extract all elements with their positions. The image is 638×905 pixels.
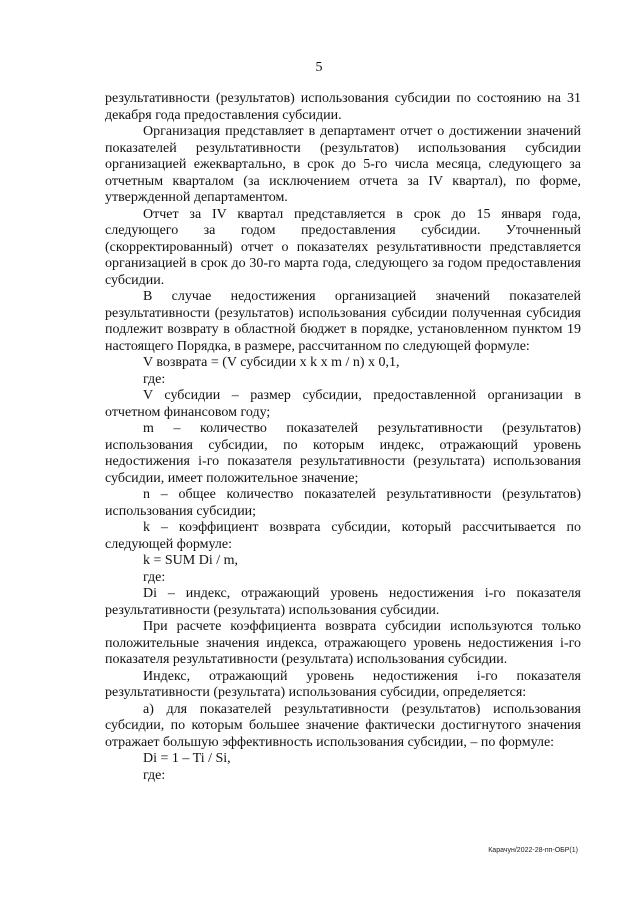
definition-item: n – общее количество показателей результативности (результатов) использования субсидии; <box>105 487 581 519</box>
paragraph: где: <box>143 371 166 387</box>
definition-item: k – коэффициент возврата субсидии, который рассчитывается по следующей формуле: <box>105 520 581 552</box>
paragraph: где: <box>143 569 166 585</box>
footer-document-code: Карачун/2022-28-пп-ОБР(1) <box>488 847 578 854</box>
paragraph: При расчете коэффициента возврата субсидии используются только положительные значения индекса, отражающего уровень недостижения i-го показателя результативности (результата) использования субсидии. <box>105 619 581 667</box>
paragraph: где: <box>143 767 166 783</box>
definition-item: V субсидии – размер субсидии, предоставленной организации в отчетном финансовом году; <box>105 388 581 420</box>
definition-item: m – количество показателей результативности (результатов) использования субсидии, по которым индекс, отражающий уровень недостижения i-го показателя результативности (результата) использования субсидии, имеет положительное значение; <box>105 421 581 486</box>
paragraph: Индекс, отражающий уровень недостижения i-го показателя результативности (результата) использования субсидии, определяется: <box>105 668 581 700</box>
paragraph: В случае недостижения организацией значений показателей результативности (результатов) использования субсидии полученная субсидия подлежит возврату в областной бюджет в порядке, установленном пунктом 19 настоящего Порядка, в размере, рассчитанном по следующей формуле: <box>105 289 581 354</box>
list-item: а) для показателей результативности (результатов) использования субсидии, по которым большее значение фактически достигнутого значения отражает большую эффективность использования субсидии, – по формуле: <box>105 701 581 750</box>
document-body <box>105 91 581 784</box>
formula-v-return: V возврата = (V субсидии x k x m / n) x 0,1, <box>143 355 400 370</box>
paragraph: результативности (результатов) использования субсидии по состоянию на 31 декабря года предоставления субсидии. <box>105 91 581 123</box>
paragraph: Отчет за IV квартал представляется в срок до 15 января года, следующего за годом предоставления субсидии. Уточненный (скорректированный) отчет о показателях результативности представляется организацией в срок до 30-го марта года, следующего за годом предоставления субсидии. <box>105 206 581 288</box>
formula-di: Di = 1 – Ti / Si, <box>143 751 231 766</box>
definition-item: Di – индекс, отражающий уровень недостижения i-го показателя результативности (результата) использования субсидии. <box>105 586 581 618</box>
paragraph: Организация представляет в департамент отчет о достижении значений показателей результативности (результатов) использования субсидии организацией ежеквартально, в срок до 5-го числа месяца, следующего за отчетным кварталом (за исключением отчета за IV квартал), по форме, утвержденной департаментом. <box>105 124 581 205</box>
page-number: 5 <box>315 60 323 75</box>
formula-k: k = SUM Di / m, <box>143 553 239 568</box>
